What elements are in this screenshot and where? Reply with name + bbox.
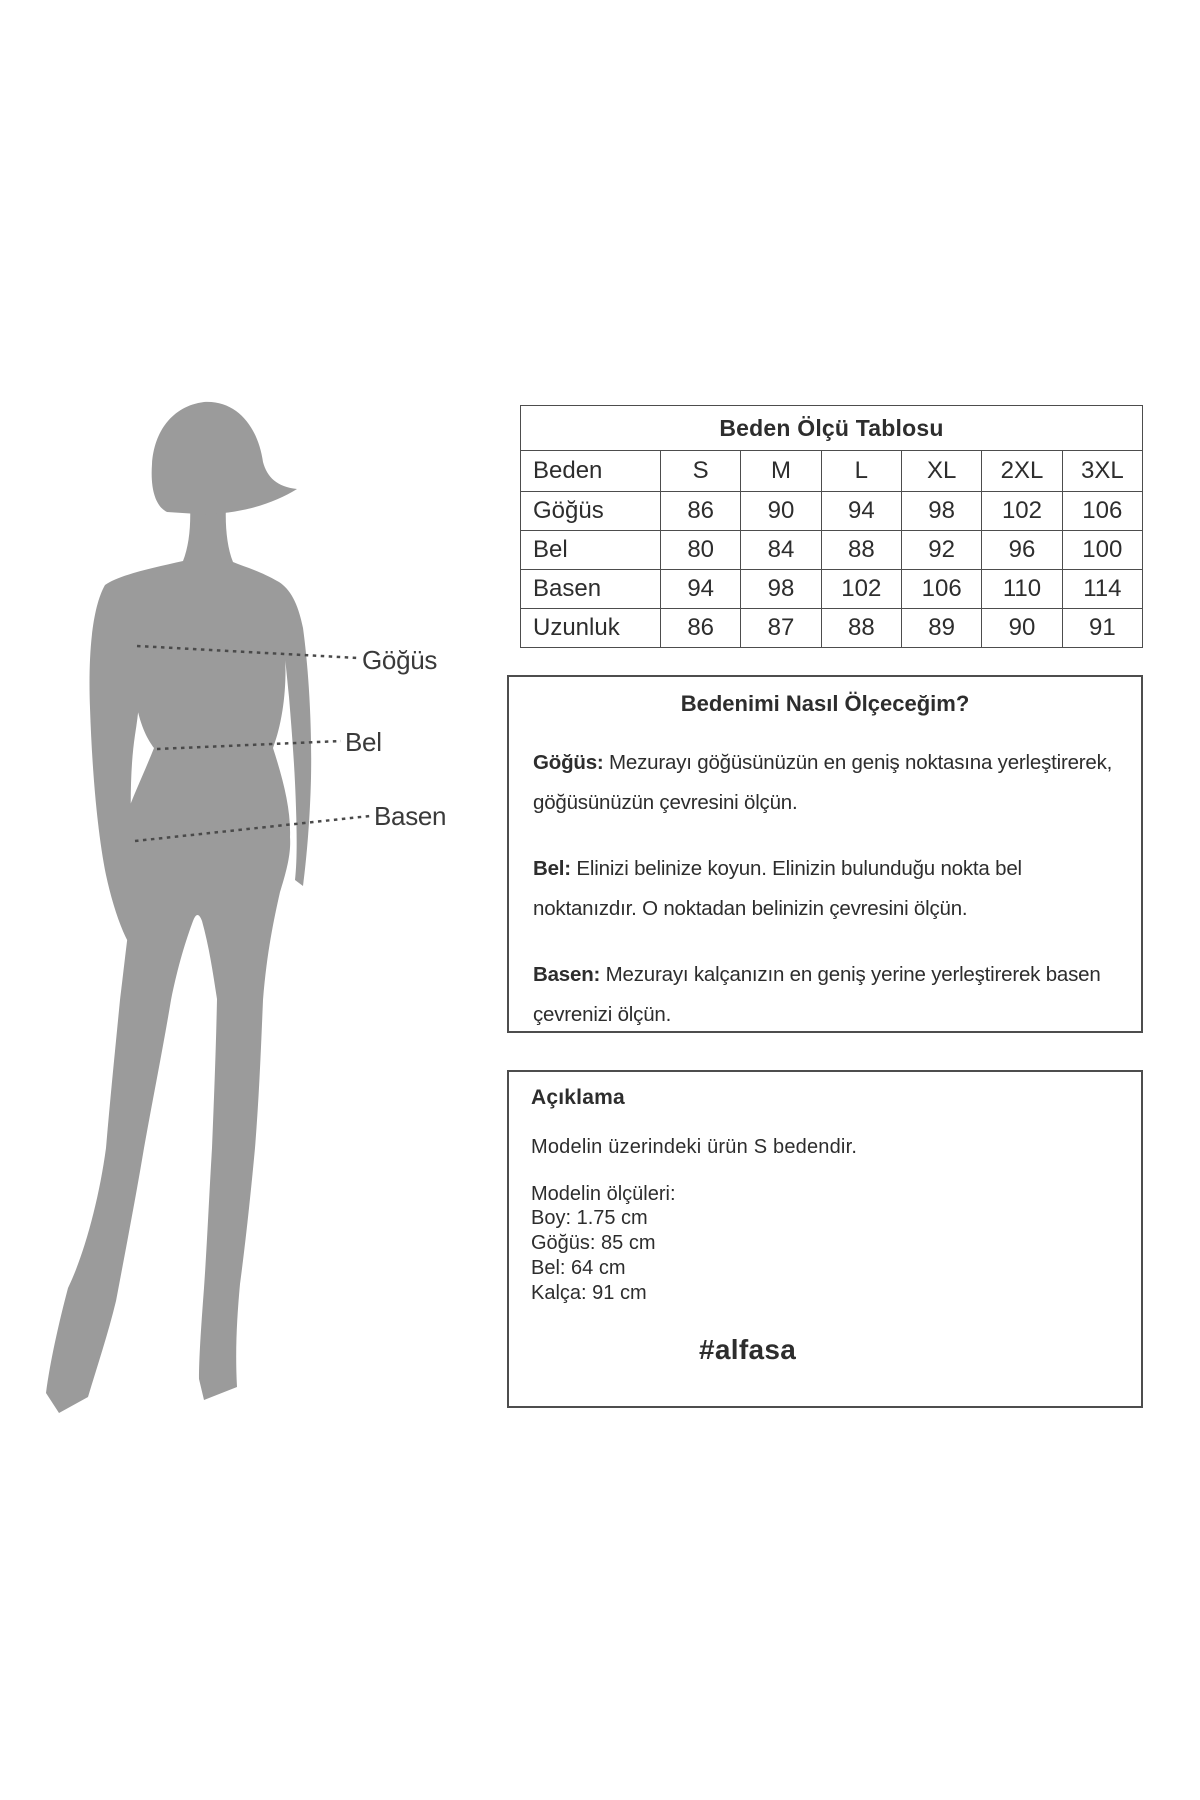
value-cell: 102 bbox=[982, 492, 1062, 531]
waist-label: Bel bbox=[345, 727, 382, 757]
value-cell: 90 bbox=[982, 609, 1062, 648]
header-cell: 3XL bbox=[1062, 451, 1142, 492]
size-chart-table bbox=[520, 405, 1143, 648]
value-cell: 92 bbox=[901, 531, 981, 570]
measure-guide-box bbox=[507, 675, 1143, 1033]
value-cell: 96 bbox=[982, 531, 1062, 570]
value-cell: 100 bbox=[1062, 531, 1142, 570]
row-label: Basen bbox=[521, 570, 661, 609]
model-chest: Göğüs: 85 cm bbox=[531, 1232, 656, 1254]
value-cell: 80 bbox=[661, 531, 741, 570]
header-cell: L bbox=[821, 451, 901, 492]
body-silhouette-shape bbox=[46, 504, 311, 1413]
value-cell: 87 bbox=[741, 609, 821, 648]
size-table-title-row bbox=[521, 406, 1143, 451]
model-height: Boy: 1.75 cm bbox=[531, 1207, 648, 1229]
header-cell: S bbox=[661, 451, 741, 492]
model-size-note: Modelin üzerindeki ürün S bedendir. bbox=[531, 1136, 858, 1158]
measure-guide-chest-text: Mezurayı göğüsünüzün en geniş noktasına yerleştirerek, göğüsünüzün çevresini ölçün. bbox=[533, 751, 1113, 814]
model-hip: Kalça: 91 cm bbox=[531, 1282, 647, 1304]
hip-label: Basen bbox=[374, 801, 447, 831]
measure-guide-waist bbox=[533, 849, 1117, 929]
measure-guide-hip-text: Mezurayı kalçanızın en geniş yerine yerleştirerek basen çevrenizi ölçün. bbox=[533, 963, 1101, 1026]
table-row-chest bbox=[521, 492, 1143, 531]
header-cell: XL bbox=[901, 451, 981, 492]
measure-guide-hip bbox=[533, 955, 1117, 1035]
head-hair-shape bbox=[152, 402, 297, 514]
header-cell: Beden bbox=[521, 451, 661, 492]
value-cell: 91 bbox=[1062, 609, 1142, 648]
model-waist: Bel: 64 cm bbox=[531, 1257, 626, 1279]
measure-guide-title: Bedenimi Nasıl Ölçeceğim? bbox=[680, 691, 970, 716]
value-cell: 88 bbox=[821, 609, 901, 648]
measure-guide-chest bbox=[533, 743, 1117, 823]
value-cell: 106 bbox=[901, 570, 981, 609]
value-cell: 86 bbox=[661, 609, 741, 648]
description-title: Açıklama bbox=[531, 1086, 625, 1109]
value-cell: 89 bbox=[901, 609, 981, 648]
description-box bbox=[507, 1070, 1143, 1408]
value-cell: 90 bbox=[741, 492, 821, 531]
measure-guide-hip-term: Basen: bbox=[533, 963, 601, 986]
table-row-length bbox=[521, 609, 1143, 648]
measure-guide-chest-term: Göğüs: bbox=[533, 751, 604, 774]
measure-guide-waist-term: Bel: bbox=[533, 857, 571, 880]
value-cell: 98 bbox=[741, 570, 821, 609]
value-cell: 84 bbox=[741, 531, 821, 570]
size-table-title: Beden Ölçü Tablosu bbox=[521, 406, 1143, 451]
value-cell: 88 bbox=[821, 531, 901, 570]
body-silhouette-figure bbox=[40, 400, 460, 1420]
row-label: Uzunluk bbox=[521, 609, 661, 648]
header-cell: 2XL bbox=[982, 451, 1062, 492]
value-cell: 86 bbox=[661, 492, 741, 531]
value-cell: 114 bbox=[1062, 570, 1142, 609]
row-label: Göğüs bbox=[521, 492, 661, 531]
row-label: Bel bbox=[521, 531, 661, 570]
value-cell: 98 bbox=[901, 492, 981, 531]
value-cell: 94 bbox=[661, 570, 741, 609]
header-cell: M bbox=[741, 451, 821, 492]
measure-guide-waist-text: Elinizi belinize koyun. Elinizin bulunduğu nokta bel noktanızdır. O noktadan belinizin çevresini ölçün. bbox=[533, 857, 1022, 920]
brand-hashtag: #alfasa bbox=[699, 1334, 797, 1365]
value-cell: 94 bbox=[821, 492, 901, 531]
model-measurements-heading: Modelin ölçüleri: bbox=[531, 1183, 676, 1205]
value-cell: 110 bbox=[982, 570, 1062, 609]
value-cell: 106 bbox=[1062, 492, 1142, 531]
table-row-waist bbox=[521, 531, 1143, 570]
table-row-hip bbox=[521, 570, 1143, 609]
value-cell: 102 bbox=[821, 570, 901, 609]
chest-label: Göğüs bbox=[362, 645, 438, 675]
size-table-header-row bbox=[521, 451, 1143, 492]
